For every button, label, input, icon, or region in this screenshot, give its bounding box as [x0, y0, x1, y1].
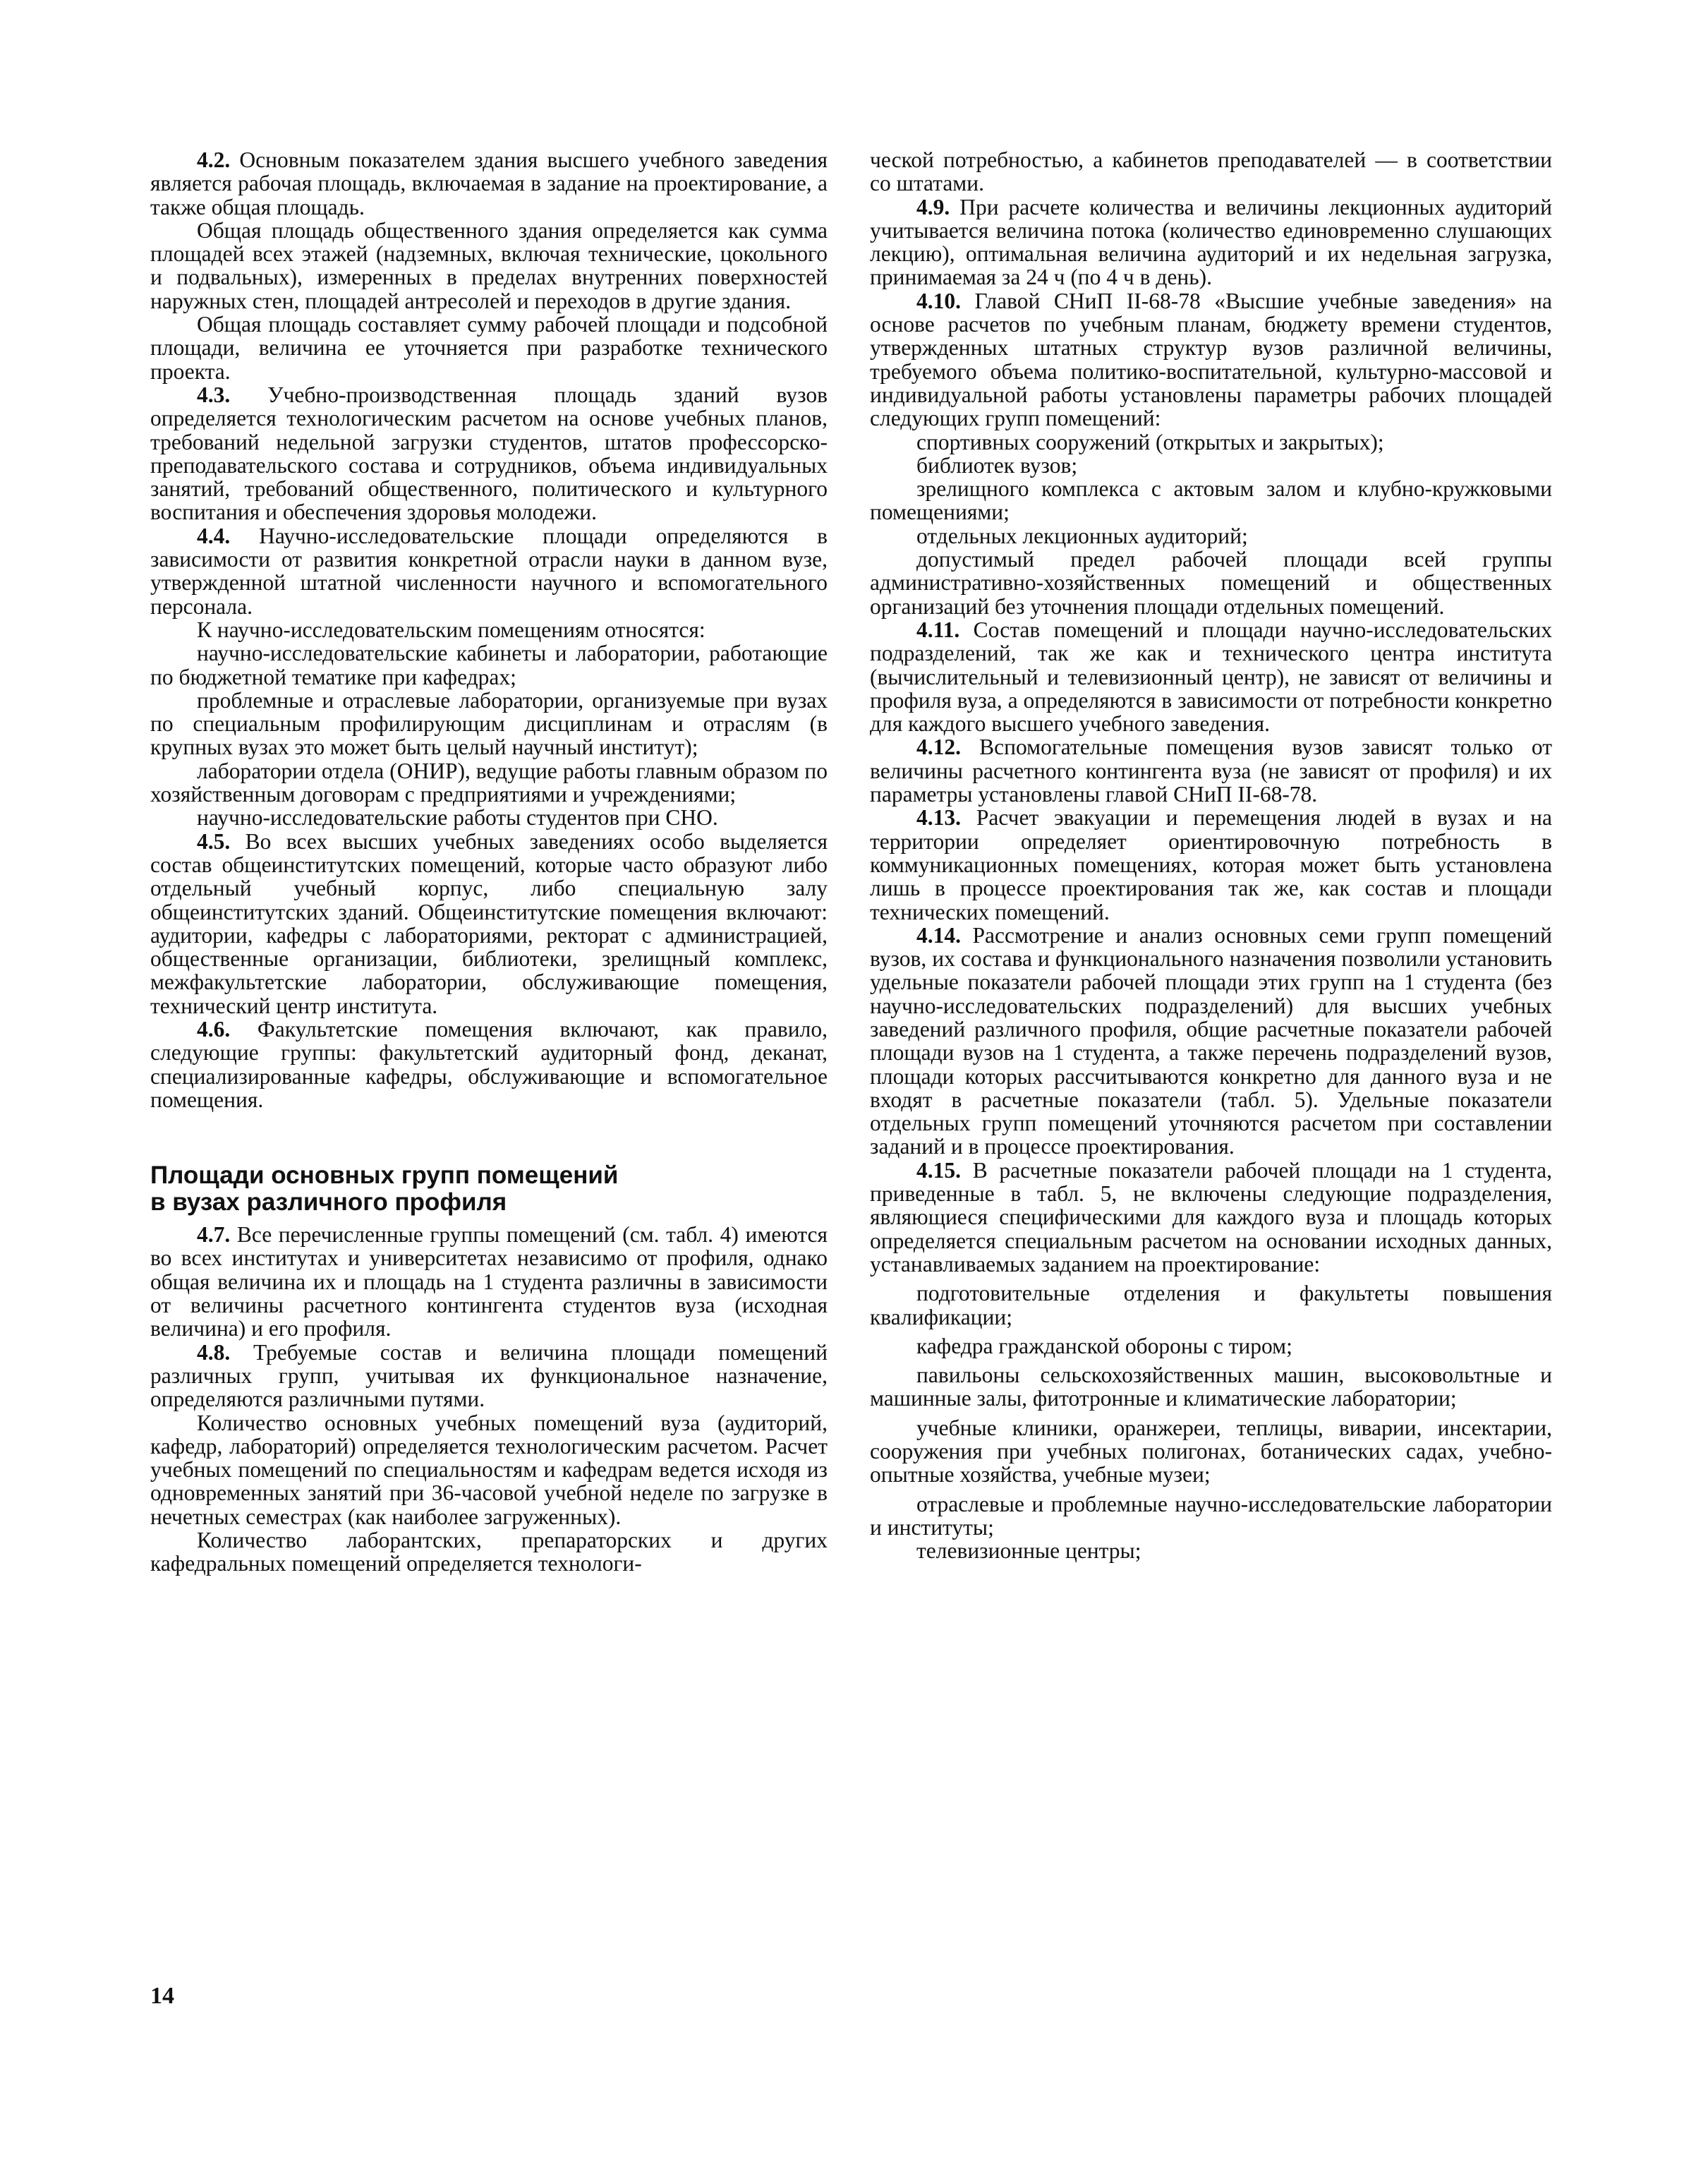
paragraph	[870, 1159, 1552, 1276]
paragraph-text: зрелищного комплекса с актовым залом и клубно-кружковыми помещениями;	[870, 476, 1552, 525]
paragraph-text: лаборатории отдела (ОНИР), ведущие работы главным образом по хозяйственным договорам с предприятиями и учреждениями;	[150, 758, 828, 807]
clause-number: 4.4.	[197, 523, 231, 548]
paragraph-text: Учебно-производственная площадь зданий вузов определяется технологическим расчетом на основе учебных планов, требований недельной загрузки студентов, штатов профессорско-преподавательского состава и сотрудников, объема индивидуальных занятий, требований общественного, политического и культурного воспитания и обеспечения здоровья молодежи.	[150, 382, 828, 525]
paragraph-text: Все перечисленные группы помещений (см. табл. 4) имеются во всех институтах и университетах независимо от профиля, однако общая величина их и площадь на 1 студента различны в зависимости от величины расчетного контингента студентов вуза (исходная величина) и его профиля.	[150, 1222, 828, 1341]
paragraph-text: Общая площадь составляет сумму рабочей площади и подсобной площади, величина ее уточняется при разработке технического проекта.	[150, 312, 828, 384]
paragraph-text: научно-исследовательские работы студентов при СНО.	[197, 805, 718, 831]
paragraph-text: Факультетские помещения включают, как правило, следующие группы: факультетский аудиторный фонд, деканат, специализированные кафедры, обслуживающие и вспомогательное помещения.	[150, 1016, 828, 1112]
clause-number: 4.9.	[916, 194, 950, 219]
clause-number: 4.10.	[916, 288, 961, 313]
right-paragraphs	[870, 148, 1552, 1563]
paragraph-text: Во всех высших учебных заведениях особо выделяется состав общеинститутских помещений, которые часто образуют либо отдельный учебный корпус, либо специальную залу общеинститутских зданий. Общеинститутские помещения включают: аудитории, кафедры с лабораториями, ректорат с администрацией, общественные организации, библиотеки, зрелищный комплекс, межфакультетские лаборатории, обслуживающие помещения, технический центр института.	[150, 828, 828, 1018]
paragraph-text: проблемные и отраслевые лаборатории, организуемые при вузах по специальным профилирующим дисциплинам и отраслям (в крупных вузах это может быть целый научный институт);	[150, 687, 828, 760]
clause-number: 4.2.	[197, 147, 231, 172]
page-number: 14	[150, 1983, 174, 2009]
paragraph	[150, 1411, 828, 1528]
left-column	[150, 148, 828, 1576]
clause-number: 4.14.	[916, 922, 961, 948]
clause-number: 4.5.	[197, 828, 231, 854]
section-heading-line-1: Площади основных групп помещений	[150, 1161, 619, 1190]
paragraph-text: Требуемые состав и величина площади помещений различных групп, учитывая их функциональное назначение, определяются различными путями.	[150, 1339, 828, 1412]
section-heading-line-2: в вузах различного профиля	[150, 1188, 507, 1217]
paragraph-text: При расчете количества и величины лекционных аудиторий учитывается величина потока (количество единовременно слушающих лекцию), оптимальная величина аудиторий и их недельная загрузка, принимаемая за 24 ч (по 4 ч в день).	[870, 194, 1552, 290]
paragraph	[870, 1539, 1552, 1562]
paragraph	[150, 313, 828, 383]
paragraph	[150, 1528, 828, 1576]
paragraph	[870, 806, 1552, 923]
paragraph	[150, 524, 828, 618]
paragraph	[870, 548, 1552, 618]
paragraph	[870, 477, 1552, 524]
paragraph-text: Общая площадь общественного здания определяется как сумма площадей всех этажей (надземных, включая технические, цокольного и подвальных), измеренных в пределах внутренних поверхностей наружных стен, площадей антресолей и переходов в другие здания.	[150, 217, 828, 313]
paragraph	[870, 1492, 1552, 1540]
paragraph	[150, 1018, 828, 1111]
clause-number: 4.15.	[916, 1157, 961, 1183]
paragraph-text: Вспомогательные помещения вузов зависят только от величины расчетного контингента вуза (не зависят от профиля) и их параметры установлены главой СНиП II-68-78.	[870, 735, 1552, 807]
paragraph-text: кафедра гражданской обороны с тиром;	[916, 1333, 1292, 1358]
paragraph-text: ческой потребностью, а кабинетов преподавателей — в соответствии со штатами.	[870, 147, 1552, 196]
paragraph	[870, 289, 1552, 430]
paragraph	[150, 219, 828, 313]
paragraph	[870, 148, 1552, 195]
paragraph-text: Состав помещений и площади научно-исследовательских подразделений, так же как и технического центра института (вычислительный и телевизионный центр), не зависят от величины и профиля вуза, а определяются в зависимости от потребности конкретно для каждого высшего учебного заведения.	[870, 617, 1552, 737]
paragraph-text: Количество основных учебных помещений вуза (аудиторий, кафедр, лабораторий) определяется технологическим расчетом. Расчет учебных помещений по специальностям и кафедрам ведется исходя из одновременных занятий при 36-часовой учебной неделе по загрузке в нечетных семестрах (как наиболее загруженных).	[150, 1410, 828, 1529]
paragraph-text: Основным показателем здания высшего учебного заведения является рабочая площадь, включаемая в задание на проектирование, а также общая площадь.	[150, 147, 828, 219]
paragraph	[870, 1363, 1552, 1411]
paragraph	[150, 1223, 828, 1340]
paragraph-text: Рассмотрение и анализ основных семи групп помещений вузов, их состава и функционального назначения позволили установить удельные показатели рабочей площади этих групп на 1 студента (без научно-исследовательских подразделений) для высших учебных заведений различного профиля, общие расчетные показатели рабочей площади вузов на 1 студента, а также перечень подразделений вузов, площади которых рассчитываются конкретно для данного вуза и не входят в расчетные показатели (табл. 5). Удельные показатели отдельных групп помещений уточняются расчетом при составлении заданий и в процессе проектирования.	[870, 922, 1553, 1159]
paragraph-text: библиотек вузов;	[916, 452, 1078, 478]
clause-number: 4.3.	[197, 382, 231, 407]
paragraph-text: В расчетные показатели рабочей площади на 1 студента, приведенные в табл. 5, не включены следующие подразделения, являющиеся специфическими для каждого вуза и площадь которых определяется специальным расчетом на основании исходных данных, устанавливаемых заданием на проектирование:	[870, 1157, 1552, 1276]
clause-number: 4.8.	[197, 1339, 231, 1365]
paragraph-text: К научно-исследовательским помещениям относятся:	[197, 617, 705, 642]
paragraph-text: Расчет эвакуации и перемещения людей в вузах и на территории определяет ориентировочную потребность в коммуникационных помещениях, которая может быть установлена лишь в процессе проектирования так же, как состав и площади технических помещений.	[870, 805, 1552, 924]
paragraph-text: Количество лаборантских, препараторских и других кафедральных помещений определяется технологи-	[150, 1528, 828, 1576]
paragraph	[150, 618, 828, 641]
paragraph	[870, 1281, 1552, 1329]
paragraph	[870, 430, 1552, 454]
paragraph-text: учебные клиники, оранжереи, теплицы, виварии, инсектарии, сооружения при учебных полигонах, ботанических садах, учебно-опытные хозяйства, учебные музеи;	[870, 1415, 1552, 1487]
clause-number: 4.12.	[916, 735, 961, 760]
paragraph	[150, 641, 828, 689]
left-paragraphs-after-heading	[150, 1223, 828, 1575]
clause-number: 4.7.	[197, 1222, 231, 1248]
paragraph	[870, 924, 1552, 1159]
paragraph	[150, 759, 828, 807]
paragraph-text: научно-исследовательские кабинеты и лаборатории, работающие по бюджетной тематике при кафедрах;	[150, 641, 828, 689]
paragraph-text: спортивных сооружений (открытых и закрытых);	[916, 429, 1384, 454]
paragraph-text: подготовительные отделения и факультеты повышения квалификации;	[870, 1281, 1552, 1329]
paragraph	[870, 618, 1552, 735]
paragraph-text: Главой СНиП II-68-78 «Высшие учебные заведения» на основе расчетов по учебным планам, бюджету времени студентов, утвержденных штатных структур вузов различной величины, требуемого объема политико-воспитательной, культурно-массовой и индивидуальной работы установлены параметры рабочих площадей следующих групп помещений:	[870, 288, 1553, 431]
paragraph	[150, 830, 828, 1018]
paragraph	[150, 1341, 828, 1411]
paragraph	[150, 148, 828, 219]
right-column	[870, 148, 1552, 1563]
paragraph	[870, 195, 1552, 289]
paragraph	[870, 1416, 1552, 1487]
paragraph	[870, 1334, 1552, 1358]
section-heading	[150, 1162, 828, 1216]
clause-number: 4.11.	[916, 617, 960, 642]
paragraph-text: телевизионные центры;	[916, 1538, 1141, 1564]
clause-number: 4.13.	[916, 805, 961, 831]
left-paragraphs	[150, 148, 828, 1111]
paragraph-text: отраслевые и проблемные научно-исследовательские лаборатории и институты;	[870, 1491, 1552, 1540]
paragraph-text: допустимый предел рабочей площади всей группы административно-хозяйственных помещений и общественных организаций без уточнения площади отдельных помещений.	[870, 547, 1552, 619]
paragraph	[150, 689, 828, 759]
paragraph	[870, 524, 1552, 548]
paragraph-text: отдельных лекционных аудиторий;	[916, 523, 1248, 548]
clause-number: 4.6.	[197, 1016, 231, 1042]
paragraph	[150, 383, 828, 524]
paragraph	[150, 806, 828, 829]
paragraph	[870, 454, 1552, 477]
paragraph-text: Научно-исследовательские площади определяются в зависимости от развития конкретной отрасли науки в данном вузе, утвержденной штатной численности научного и вспомогательного персонала.	[150, 523, 828, 619]
paragraph	[870, 735, 1552, 806]
paragraph-text: павильоны сельскохозяйственных машин, высоковольтные и машинные залы, фитотронные и климатические лаборатории;	[870, 1363, 1552, 1411]
